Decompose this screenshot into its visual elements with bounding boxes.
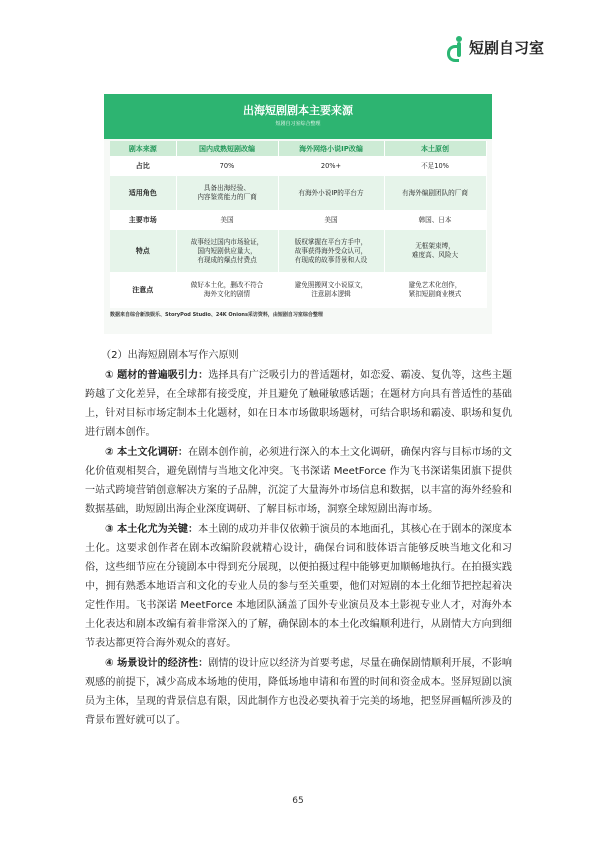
table-cell: 有海外小说IP的平台方 xyxy=(278,176,384,210)
table-header-band xyxy=(104,94,492,139)
table-cell: 70% xyxy=(176,156,278,176)
table-cell: 韩国、日本 xyxy=(384,210,486,230)
row-label: 占比 xyxy=(110,156,176,176)
body-text xyxy=(85,346,512,731)
table-title: 出海短剧剧本主要来源 xyxy=(243,104,353,117)
table-cell: 避免照搬网文小说原文， 注意剧本逻辑 xyxy=(278,272,384,308)
paragraph-text: 选择具有广泛吸引力的普适题材，如恋爱、霸凌、复仇等，这些主题跨越了文化差异，在全球都有接受度，并且避免了触碰敏感话题；在题材方向具有普适性的基础上，针对目标市场定制本土化题材，如在日本市场做职场题材，可结合职场和霸凌、职场和复仇进行剧本创作。 xyxy=(85,370,513,438)
table-cell: 美国 xyxy=(278,210,384,230)
table-row xyxy=(110,210,486,230)
logo-text: 短剧自习室 xyxy=(468,38,544,57)
table-row xyxy=(110,156,486,176)
paragraph-text: 剧情的设计应以经济为首要考虑，尽量在确保剧情顺利开展，不影响观感的前提下，减少高成本场地的使用，降低场地申请和布置的时间和资金成本。竖屏短剧以演员为主体，呈现的背景信息有限，因此制作方也没必要执着于完美的场地，把竖屏画幅所涉及的背景布置好就可以了。 xyxy=(85,658,513,726)
paragraph-lead: ① 题材的普遍吸引力： xyxy=(105,370,209,381)
table-row xyxy=(110,176,486,210)
brand-logo xyxy=(446,36,544,58)
section-heading: （2）出海短剧剧本写作六原则 xyxy=(101,350,239,361)
table-cell: 20%+ xyxy=(278,156,384,176)
column-header: 海外网络小说IP改编 xyxy=(278,141,384,156)
paragraph xyxy=(85,654,512,730)
paragraph-lead: ④ 场景设计的经济性： xyxy=(105,658,209,669)
paragraph xyxy=(85,366,512,442)
table-column-headers xyxy=(110,141,486,156)
table-cell: 避免艺术化创作， 紧扣短剧商业模式 xyxy=(384,272,486,308)
column-header: 国内成熟短剧改编 xyxy=(176,141,278,156)
paragraph-lead: ③ 本土化尤为关键： xyxy=(105,524,199,535)
row-label: 注意点 xyxy=(110,272,176,308)
table-cell: 无框架束缚， 难度高、风险大 xyxy=(384,230,486,272)
table-cell: 美国 xyxy=(176,210,278,230)
sources-table xyxy=(110,141,487,308)
table-source-note: 数据来自综合新浪娱乐、StoryPod Studio、24K Onions采访资料，由短剧自习室综合整理 xyxy=(110,312,323,318)
table-cell: 版权掌握在平台方手中， 故事获得海外受众认可， 有现成的故事背景和人设 xyxy=(278,230,384,272)
table-cell: 有海外编剧团队的厂商 xyxy=(384,176,486,210)
table-cell: 具备出海经验、 内容鉴赏能力的厂商 xyxy=(176,176,278,210)
paragraph-lead: ② 本土文化调研： xyxy=(105,447,189,458)
column-header: 本土原创 xyxy=(384,141,486,156)
table-cell: 做好本土化，删改不符合 海外文化的剧情 xyxy=(176,272,278,308)
paragraph-text: 在剧本创作前，必须进行深入的本土文化调研，确保内容与目标市场的文化价值观相契合，避免剧情与当地文化冲突。飞书深诺 MeetForce 作为飞书深诺集团旗下提供一站式跨境营销创意解决方案的子品牌，沉淀了大量海外市场信息和数据，以丰富的海外经验和数据基础，助短剧出海企业深度调研、了解目标市场，洞察全球短剧出海市场。 xyxy=(85,447,513,515)
column-header: 剧本来源 xyxy=(110,141,176,156)
paragraph xyxy=(85,520,512,653)
table-cell: 故事经过国内市场验证， 国内短剧供应量大， 有现成的爆点付费点 xyxy=(176,230,278,272)
table-row xyxy=(110,272,486,308)
table-row xyxy=(110,230,486,272)
table-cell: 不足10% xyxy=(384,156,486,176)
logo-mark-icon xyxy=(446,36,466,58)
table-subtitle: 短剧自习室综合整理 xyxy=(275,121,321,127)
sources-table-figure xyxy=(104,94,492,334)
row-label: 适用角色 xyxy=(110,176,176,210)
paragraph xyxy=(85,443,512,519)
row-label: 主要市场 xyxy=(110,210,176,230)
row-label: 特点 xyxy=(110,230,176,272)
page-number: 65 xyxy=(292,796,304,806)
paragraph-text: 本土剧的成功并非仅依赖于演员的本地面孔，其核心在于剧本的深度本土化。这要求创作者在剧本改编阶段就精心设计，确保台词和肢体语言能够反映当地文化和习俗，这些细节应在分镜剧本中得到充分展现，以便拍摄过程中能够更加顺畅地执行。在拍摄实践中，拥有熟悉本地语言和文化的专业人员的参与至关重要，他们对短剧的本土化细节把控起着决定性作用。飞书深诺 MeetForce 本地团队涵盖了国外专业演员及本土影视专业人才，对海外本土化表达和剧本改编有着非常深入的了解，确保剧本的本土化改编顺利进行，从剧情大方向到细节表达都更符合海外观众的喜好。 xyxy=(85,524,513,649)
